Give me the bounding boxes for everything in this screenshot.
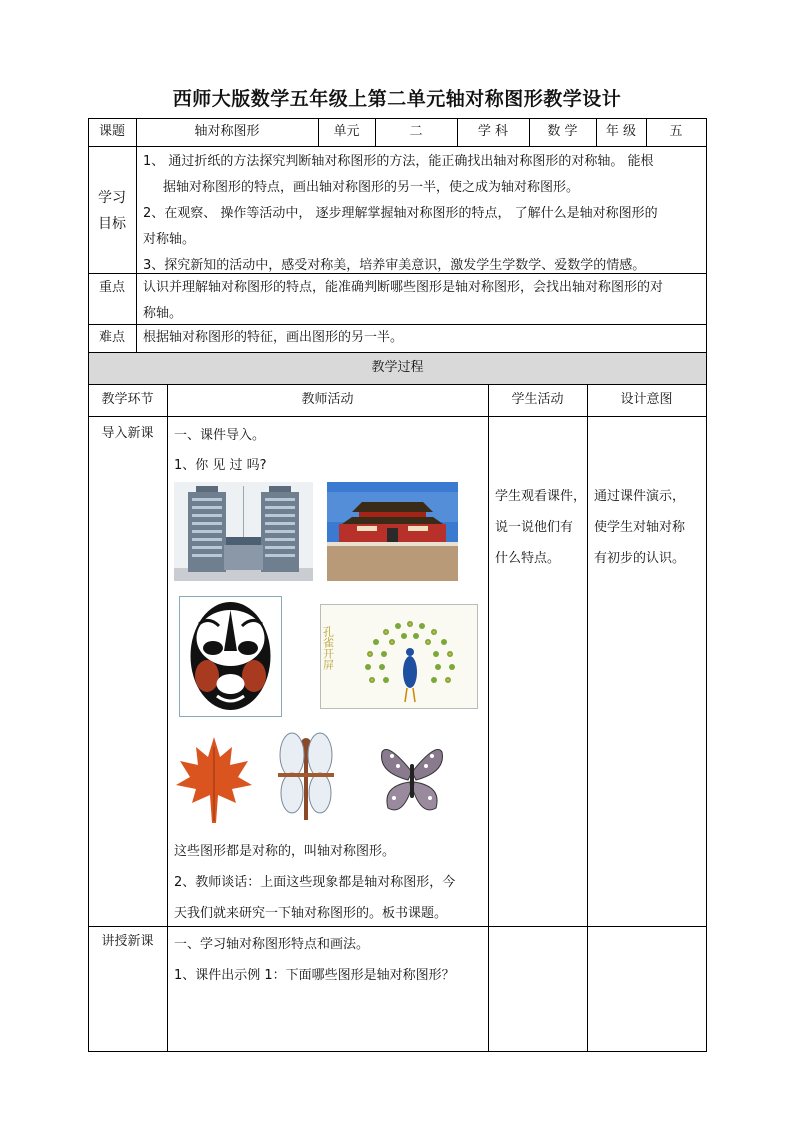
- intro-intent: [594, 481, 704, 574]
- difficulty-text: 根据轴对称图形的特征，画出图形的另一半。: [143, 330, 404, 345]
- goal-1-cont: 据轴对称图形的特点，画出轴对称图形的另一半，使之成为轴对称图形。: [163, 180, 580, 195]
- goal-2-cont: 对称轴。: [143, 232, 196, 247]
- stage-intro: 导入新课: [101, 426, 154, 441]
- goals-text: [143, 149, 703, 279]
- tiananmen-image: [327, 482, 458, 581]
- topic-label: 课题: [98, 124, 125, 139]
- subject-value: 数 学: [547, 124, 578, 139]
- goal-1: 1、 通过折纸的方法探究判断轴对称图形的方法，能正确找出轴对称图形的对称轴。 能根: [143, 154, 654, 169]
- student-line: 学生观看课件，: [495, 489, 587, 504]
- opera-mask-image: [179, 596, 282, 717]
- student-line: 什么特点。: [495, 551, 561, 566]
- lecture-line: 1、课件出示例 1：下面哪些图形是轴对称图形？: [174, 968, 455, 983]
- intro-line: 1、你 见 过 吗?: [174, 458, 267, 473]
- intro-line: 一、课件导入。: [174, 428, 266, 443]
- peacock-caption-1: 孔雀开屏: [321, 626, 335, 670]
- goal-3: 3、探究新知的活动中，感受对称美，培养审美意识，激发学生学数学、爱数学的情感。: [143, 258, 646, 273]
- dragonfly-image: [276, 731, 336, 823]
- intro-line: 2、教师谈话：上面这些现象都是轴对称图形，今: [174, 875, 456, 890]
- goal-2: 2、在观察、 操作等活动中， 逐步理解掌握轴对称图形的特点， 了解什么是轴对称图形的: [143, 206, 658, 221]
- key-point-line: 称轴。: [143, 306, 183, 321]
- col-teacher: 教师活动: [301, 392, 354, 407]
- student-line: 说一说他们有: [495, 520, 574, 535]
- stage-lecture: 讲授新课: [101, 934, 154, 949]
- intro-line: 这些图形都是对称的，叫轴对称图形。: [174, 844, 396, 859]
- grade-value: 五: [669, 124, 683, 139]
- peacock-image: [320, 604, 478, 709]
- goals-label: 学习目标: [98, 190, 126, 232]
- intent-line: 使学生对轴对称: [594, 520, 686, 535]
- maple-leaf-image: [174, 733, 254, 825]
- intent-line: 有初步的认识。: [594, 551, 686, 566]
- intro-student: [495, 481, 587, 574]
- intro-teacher-bottom: [174, 836, 486, 929]
- col-stage: 教学环节: [101, 392, 154, 407]
- key-point-line: 认识并理解轴对称图形的特点，能准确判断哪些图形是轴对称图形，会找出轴对称图形的对: [143, 280, 664, 295]
- intro-teacher-top: [174, 421, 484, 481]
- intro-line: 天我们就来研究一下轴对称图形的。板书课题。: [174, 906, 448, 921]
- unit-label: 单元: [333, 124, 360, 139]
- lecture-line: 一、学习轴对称图形特点和画法。: [174, 937, 370, 952]
- topic-value: 轴对称图形: [194, 124, 260, 139]
- subject-label: 学 科: [477, 124, 509, 139]
- key-point-text: [143, 275, 703, 327]
- key-point-label: 重点: [98, 280, 125, 295]
- grade-label: 年 级: [605, 124, 637, 139]
- process-header: 教学过程: [371, 360, 424, 375]
- document-title: 西师大版数学五年级上第二单元轴对称图形教学设计: [172, 88, 622, 110]
- butterfly-image: [378, 742, 446, 816]
- building-image: [174, 482, 313, 581]
- unit-value: 二: [409, 124, 423, 139]
- col-student: 学生活动: [511, 392, 564, 407]
- intent-line: 通过课件演示，: [594, 489, 686, 504]
- difficulty-label: 难点: [98, 330, 125, 345]
- lecture-teacher: [174, 929, 486, 991]
- col-intent: 设计意图: [620, 392, 673, 407]
